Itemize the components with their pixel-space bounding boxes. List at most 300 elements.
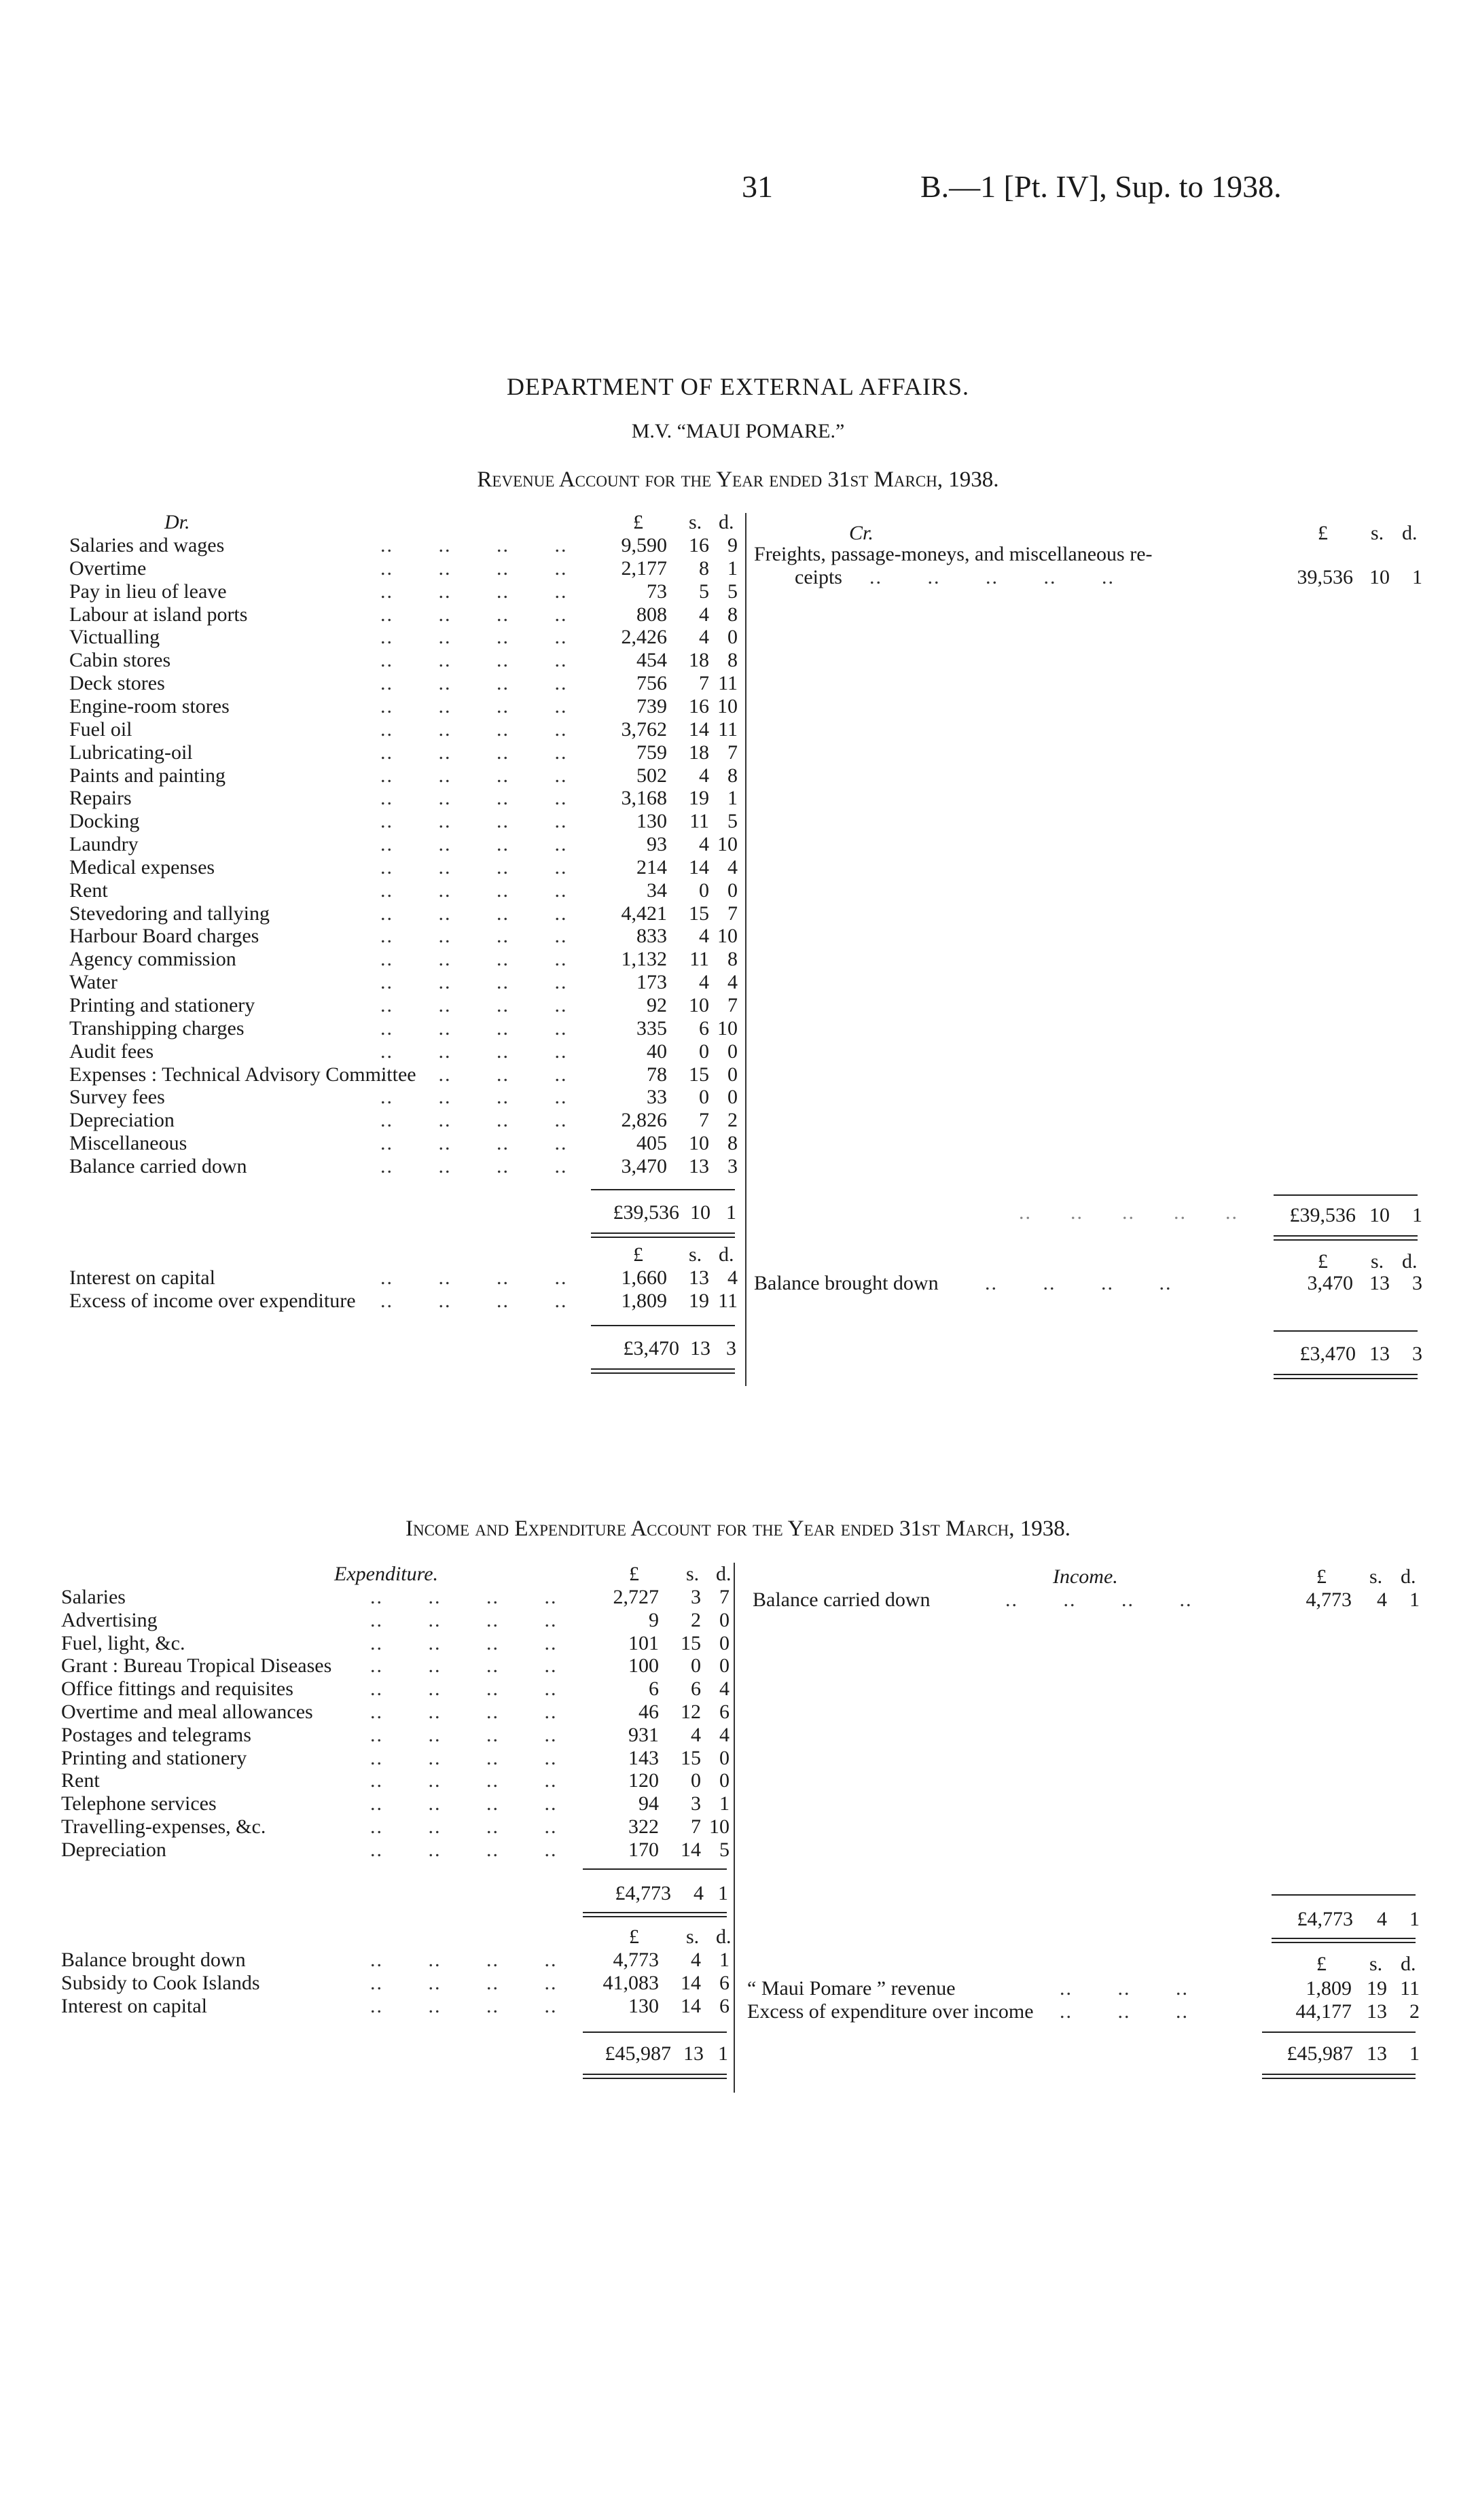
revenue-debit-row-shillings: 14 [689,717,709,741]
expenditure-row-leaders: .. .. .. .. [370,1792,558,1815]
expenditure-row-pounds: 6 [649,1678,659,1701]
inc2-total-cr-rule-bottom2 [1262,2078,1416,2079]
revenue-debit-row-leaders: .. .. .. .. [380,994,568,1016]
revenue-debit-row-shillings: 18 [689,649,709,672]
rev2-credit-pence: 3 [1412,1272,1422,1294]
revenue-debit-row-label: Paints and painting [69,764,226,787]
expenditure-row-shillings: 0 [691,1654,701,1678]
revenue-debit-row-label: Expenses : Technical Advisory Committee [69,1063,416,1086]
revenue-debit-row-leaders: .. .. .. .. [380,902,568,925]
revenue-debit-row-pence: 0 [727,626,738,649]
expenditure-row-pence: 7 [719,1586,730,1608]
revenue-debit-row-leaders: .. .. .. .. [380,1063,568,1086]
inc2-total-rule-bottom2 [583,2078,727,2079]
expenditure2-row-pounds: 130 [628,1995,659,2017]
rev-total-dr-shillings: 10 [690,1201,710,1224]
inc-total-cr-rule-bottom1 [1272,1938,1416,1939]
expenditure-row-shillings: 2 [691,1608,701,1631]
expenditure-row-leaders: .. .. .. .. [370,1631,558,1654]
inc2-total-cr-rule-top [1262,2031,1416,2033]
income2-row-shillings: 19 [1367,1977,1387,2000]
expenditure-row-pence: 0 [719,1654,730,1678]
rev2-credit-shillings: 13 [1369,1272,1390,1294]
expenditure-row-pence: 0 [719,1631,730,1654]
expenditure2-row-shillings: 14 [681,1972,701,1994]
income-account-title: Income and Expenditure Account for the Year ended 31st March, 1938. [405,1516,1071,1541]
revenue-debit-row-shillings: 4 [699,925,709,948]
income-item-pounds: 4,773 [1306,1589,1352,1611]
inc2-cr-pounds-heading: £ [1316,1953,1327,1975]
expenditure-row-leaders: .. .. .. .. [370,1769,558,1792]
rev-cr-pounds-heading: £ [1318,522,1328,544]
revenue-debit-row-pence: 10 [717,833,738,856]
inc2-total-rule-bottom1 [583,2074,727,2075]
revenue-debit-row-label: Rent [69,879,108,902]
rev2-total-cr-rule-bottom1 [1274,1374,1418,1375]
inc-total-inc-pounds: £4,773 [1297,1908,1353,1930]
expenditure2-row-label: Balance brought down [61,1949,246,1971]
revenue-debit-row-pence: 7 [727,902,738,925]
revenue-debit-row-pounds: 756 [636,672,667,695]
inc-total-rule-bottom1 [583,1912,727,1913]
expenditure-row-shillings: 3 [691,1792,701,1815]
revenue-debit-row-shillings: 0 [699,1040,709,1063]
expenditure2-row-pounds: 4,773 [613,1949,659,1971]
income2-row-pence: 2 [1409,2000,1420,2023]
revenue-debit-row-leaders: .. .. .. .. [380,741,568,764]
revenue-debit-row-label: Miscellaneous [69,1132,187,1155]
revenue-debit2-row-pounds: 1,660 [621,1266,667,1289]
expenditure2-row-pence: 1 [719,1949,730,1971]
revenue-debit2-row-label: Excess of income over expenditure [69,1290,356,1312]
revenue-debit-row-leaders: .. .. .. .. [380,1016,568,1040]
inc2-total-inc-shillings: 13 [1367,2042,1387,2065]
expenditure-row-label: Telephone services [61,1792,217,1815]
revenue-debit-row-shillings: 14 [689,855,709,879]
revenue-debit-row-pounds: 833 [636,925,667,948]
expenditure2-row-label: Interest on capital [61,1995,207,2017]
income-item-leaders: .. .. .. .. [1005,1589,1193,1611]
revenue-debit-row-leaders: .. .. .. .. [380,694,568,717]
revenue-debit-row-leaders: .. .. .. .. [380,971,568,994]
revenue-debit-row-pounds: 92 [647,994,667,1016]
revenue-debit-row-pounds: 78 [647,1063,667,1086]
inc2-total-inc-pounds: £45,987 [1286,2042,1353,2065]
income2-row-label: “ Maui Pomare ” revenue [747,1977,956,2000]
rev2-pence-heading: d. [719,1243,734,1266]
expenditure-row-pounds: 170 [628,1838,659,1861]
revenue-debit-row-pounds: 73 [647,580,667,603]
expenditure-heading: Expenditure. [334,1563,439,1585]
revenue-debit2-row-label: Interest on capital [69,1266,215,1289]
expenditure-row-pounds: 120 [628,1769,659,1792]
revenue-debit-row-leaders: .. .. .. .. [380,717,568,741]
rev2-total-dr-pounds: £3,470 [623,1337,679,1360]
income2-row-label: Excess of expenditure over income [747,2000,1034,2023]
expenditure2-row-pence: 6 [719,1995,730,2017]
revenue-debit-row-shillings: 18 [689,741,709,764]
revenue-debit-row-shillings: 4 [699,971,709,994]
revenue-debit-row-pounds: 4,421 [621,902,667,925]
expenditure-row-pence: 5 [719,1838,730,1861]
income-heading: Income. [1053,1565,1118,1588]
expenditure-row-leaders: .. .. .. .. [370,1723,558,1746]
rev-total-rule-bottom2 [591,1237,735,1238]
revenue-debit-row-leaders: .. .. .. .. [380,556,568,580]
expenditure-row-pence: 4 [719,1723,730,1746]
revenue-debit2-row-pounds: 1,809 [621,1290,667,1312]
revenue-debit-row-pounds: 808 [636,603,667,626]
expenditure-row-label: Depreciation [61,1838,166,1861]
revenue-debit-row-leaders: .. .. .. .. [380,855,568,879]
rev-total-rule-top [591,1189,735,1190]
revenue-debit-row-label: Printing and stationery [69,994,255,1016]
expenditure-row-shillings: 6 [691,1678,701,1701]
rev-total-cr-pounds: £39,536 [1289,1204,1356,1226]
revenue-debit-row-shillings: 16 [689,534,709,556]
expenditure-row-shillings: 14 [681,1838,701,1861]
department-title: DEPARTMENT OF EXTERNAL AFFAIRS. [507,373,969,400]
revenue-debit-row-shillings: 16 [689,694,709,717]
expenditure-row-label: Office fittings and requisites [61,1678,293,1701]
rev2-pounds-heading: £ [633,1243,643,1266]
revenue-debit-row-label: Balance carried down [69,1154,247,1177]
revenue-debit-row-pence: 2 [727,1109,738,1132]
rev-pounds-heading: £ [633,511,643,533]
revenue-debit-row-leaders: .. .. .. .. [380,833,568,856]
revenue-debit-row-leaders: .. .. .. .. [380,672,568,695]
revenue-debit-row-label: Docking [69,810,140,833]
expenditure-row-pounds: 2,727 [613,1586,659,1608]
revenue-debit-row-pounds: 1,132 [621,948,667,971]
inc-shillings-heading: s. [686,1563,700,1585]
income-item-pence: 1 [1409,1589,1420,1611]
revenue-debit-row-label: Audit fees [69,1040,154,1063]
revenue-debit-row-shillings: 7 [699,1109,709,1132]
expenditure-row-label: Fuel, light, &c. [61,1631,185,1654]
revenue-debit-row-leaders: .. .. .. .. [380,580,568,603]
expenditure-row-pence: 1 [719,1792,730,1815]
revenue-debit-row-pounds: 93 [647,833,667,856]
rev-total-cr-pence: 1 [1412,1204,1422,1226]
revenue-debit-row-leaders: .. .. .. .. [380,534,568,556]
revenue-debit-row-pounds: 454 [636,649,667,672]
revenue-debit-row-pounds: 173 [636,971,667,994]
income2-row-leaders: .. .. .. [1060,2000,1189,2023]
revenue-debit2-row-shillings: 13 [689,1266,709,1289]
revenue-debit-row-pounds: 502 [636,764,667,787]
revenue-debit2-row-pence: 4 [727,1266,738,1289]
income-item-shillings: 4 [1377,1589,1387,1611]
revenue-debit-row-pounds: 739 [636,694,667,717]
expenditure-row-pence: 4 [719,1678,730,1701]
revenue-debit-row-leaders: .. .. .. .. [380,649,568,672]
income-item-label: Balance carried down [753,1589,931,1611]
revenue-debit2-row-pence: 11 [718,1290,738,1312]
expenditure-row-pounds: 143 [628,1746,659,1769]
inc2-total-inc-pence: 1 [1409,2042,1420,2065]
revenue-debit-row-shillings: 0 [699,1086,709,1109]
revenue-debit-row-pounds: 2,826 [621,1109,667,1132]
inc-total-exp-shillings: 4 [694,1882,704,1904]
revenue-debit-row-leaders: .. .. .. .. [380,1109,568,1132]
expenditure-row-leaders: .. .. .. .. [370,1678,558,1701]
revenue-debit-row-pence: 0 [727,879,738,902]
revenue-debit-row-shillings: 4 [699,764,709,787]
inc-total-inc-shillings: 4 [1377,1908,1387,1930]
income2-row-leaders: .. .. .. [1060,1977,1189,2000]
revenue-debit-row-pence: 11 [718,717,738,741]
revenue-debit-row-shillings: 13 [689,1154,709,1177]
revenue-debit-row-pence: 0 [727,1086,738,1109]
rev2-total-rule-bottom2 [591,1372,735,1374]
inc-cr-pence-heading: d. [1401,1565,1416,1588]
inc-total-cr-rule-top [1272,1894,1416,1896]
revenue-debit-row-label: Engine-room stores [69,694,230,717]
expenditure-row-label: Grant : Bureau Tropical Diseases [61,1654,332,1678]
expenditure-row-pence: 6 [719,1701,730,1723]
rev-cr-pence-heading: d. [1402,522,1418,544]
income-column-divider [734,1563,735,2093]
rev2-credit-leaders: .. .. .. .. [985,1272,1172,1294]
inc2-total-cr-rule-bottom1 [1262,2074,1416,2075]
page-number: 31 [742,169,773,204]
revenue-debit-row-shillings: 0 [699,879,709,902]
revenue-debit-row-pence: 3 [727,1154,738,1177]
document-reference: B.—1 [Pt. IV], Sup. to 1938. [920,169,1282,204]
inc2-total-exp-pence: 1 [718,2042,728,2065]
rev2-shillings-heading: s. [689,1243,702,1266]
revenue-debit-row-pence: 8 [727,764,738,787]
expenditure-row-shillings: 4 [691,1723,701,1746]
inc-total-exp-pence: 1 [718,1882,728,1904]
revenue-debit-row-pounds: 214 [636,855,667,879]
revenue-debit-row-shillings: 10 [689,994,709,1016]
rev-total-cr-rule-bottom1 [1274,1235,1418,1237]
revenue-debit-row-shillings: 11 [689,810,709,833]
expenditure-row-pence: 10 [709,1815,730,1838]
revenue-debit-row-label: Lubricating-oil [69,741,193,764]
expenditure-row-leaders: .. .. .. .. [370,1586,558,1608]
revenue-debit-row-pounds: 759 [636,741,667,764]
expenditure2-row-leaders: .. .. .. .. [370,1972,558,1994]
expenditure2-row-label: Subsidy to Cook Islands [61,1972,260,1994]
rev-total-dr-pence: 1 [726,1201,736,1224]
revenue-debit-row-label: Stevedoring and tallying [69,902,270,925]
expenditure-row-pence: 0 [719,1769,730,1792]
revenue-debit-row-shillings: 6 [699,1016,709,1040]
revenue-debit-row-pence: 7 [727,741,738,764]
revenue-account-title: Revenue Account for the Year ended 31st March, 1938. [477,467,999,492]
revenue-debit-row-pence: 1 [727,556,738,580]
revenue-debit-row-pounds: 2,426 [621,626,667,649]
revenue-debit-row-label: Laundry [69,833,139,856]
revenue-debit-row-leaders: .. .. .. .. [380,603,568,626]
expenditure-row-label: Rent [61,1769,100,1792]
revenue-debit-row-pence: 0 [727,1040,738,1063]
expenditure-row-leaders: .. .. .. .. [370,1608,558,1631]
rev-total-dr-pounds: £39,536 [613,1201,679,1224]
revenue-debit-row-pounds: 2,177 [621,556,667,580]
revenue-debit-row-pence: 10 [717,925,738,948]
revenue-debit-row-pounds: 335 [636,1016,667,1040]
expenditure-row-leaders: .. .. .. .. [370,1746,558,1769]
expenditure-row-shillings: 7 [691,1815,701,1838]
revenue-debit2-row-leaders: .. .. .. .. [380,1290,568,1312]
revenue-credit-line1: Freights, passage-moneys, and miscellaneous re- [754,543,1153,565]
rev2-total-dr-pence: 3 [726,1337,736,1360]
revenue-debit-row-label: Medical expenses [69,855,215,879]
revenue-debit-row-label: Water [69,971,118,994]
revenue-debit-row-shillings: 10 [689,1132,709,1155]
expenditure-row-pounds: 100 [628,1654,659,1678]
revenue-debit-row-shillings: 4 [699,626,709,649]
revenue-debit-row-pence: 8 [727,603,738,626]
expenditure-row-pounds: 101 [628,1631,659,1654]
revenue-debit-row-pence: 8 [727,1132,738,1155]
expenditure-row-label: Travelling-expenses, &c. [61,1815,266,1838]
inc-total-exp-pounds: £4,773 [615,1882,671,1904]
expenditure-row-label: Printing and stationery [61,1746,247,1769]
revenue-debit-row-leaders: .. .. .. .. [380,1154,568,1177]
revenue-debit-row-shillings: 7 [699,672,709,695]
rev-pence-heading: d. [719,511,734,533]
expenditure-row-pounds: 9 [649,1608,659,1631]
revenue-credit-pounds: 39,536 [1297,566,1353,588]
inc2-total-exp-shillings: 13 [683,2042,704,2065]
expenditure2-row-shillings: 4 [691,1949,701,1971]
expenditure2-row-leaders: .. .. .. .. [370,1995,558,2017]
revenue-debit-row-label: Deck stores [69,672,165,695]
rev-total-cr-shillings: 10 [1369,1204,1390,1226]
inc-cr-pounds-heading: £ [1316,1565,1327,1588]
revenue-debit-row-pence: 11 [718,672,738,695]
expenditure2-row-leaders: .. .. .. .. [370,1949,558,1971]
revenue-debit-row-leaders: .. .. .. .. [380,764,568,787]
revenue-debit-row-label: Pay in lieu of leave [69,580,227,603]
revenue-debit-row-pounds: 3,168 [621,787,667,810]
revenue-debit-row-pence: 10 [717,694,738,717]
expenditure-row-pence: 0 [719,1608,730,1631]
revenue-debit-row-pence: 1 [727,787,738,810]
revenue-debit-row-pence: 4 [727,855,738,879]
revenue-debit-row-pence: 10 [717,1016,738,1040]
rev-total-rule-bottom1 [591,1232,735,1234]
inc2-total-exp-pounds: £45,987 [605,2042,671,2065]
revenue-debit-row-pence: 7 [727,994,738,1016]
revenue-debit-row-label: Victualling [69,626,160,649]
rev2-cr-shillings-heading: s. [1371,1250,1384,1273]
rev2-total-cr-shillings: 13 [1369,1343,1390,1365]
revenue-debit-row-leaders: .. .. .. .. [380,948,568,971]
rev2-total-cr-pounds: £3,470 [1299,1343,1356,1365]
revenue-debit-row-label: Salaries and wages [69,534,225,556]
rev-cr-shillings-heading: s. [1371,522,1384,544]
rev2-credit-label: Balance brought down [754,1272,939,1294]
revenue-debit-row-pounds: 3,470 [621,1154,667,1177]
expenditure-row-shillings: 0 [691,1769,701,1792]
rev2-credit-pounds: 3,470 [1307,1272,1353,1294]
revenue-debit-row-label: Overtime [69,556,147,580]
expenditure-row-leaders: .. .. .. .. [370,1654,558,1678]
revenue-debit-row-shillings: 8 [699,556,709,580]
inc-total-cr-rule-bottom2 [1272,1942,1416,1943]
rev-total-cr-rule-bottom2 [1274,1239,1418,1241]
inc-pence-heading: d. [716,1563,732,1585]
revenue-debit-row-pounds: 33 [647,1086,667,1109]
revenue-debit-row-shillings: 4 [699,833,709,856]
expenditure-row-label: Overtime and meal allowances [61,1701,313,1723]
revenue-debit-row-label: Labour at island ports [69,603,248,626]
rev-shillings-heading: s. [689,511,702,533]
revenue-debit-row-pence: 4 [727,971,738,994]
inc-pounds-heading: £ [629,1563,639,1585]
revenue-credit-shillings: 10 [1369,566,1390,588]
expenditure-row-pounds: 46 [638,1701,659,1723]
vessel-subtitle: M.V. “MAUI POMARE.” [631,420,845,442]
rev-total-cr-rule-top [1274,1194,1418,1196]
inc-total-inc-pence: 1 [1409,1908,1420,1930]
revenue-debit-row-shillings: 11 [689,948,709,971]
rev2-total-dr-shillings: 13 [690,1337,710,1360]
rev-total-cr-leaders: .. .. .. .. .. [1019,1201,1238,1224]
revenue-debit-row-pence: 9 [727,534,738,556]
revenue-debit-row-label: Transhipping charges [69,1016,245,1040]
revenue-debit-row-pounds: 9,590 [621,534,667,556]
expenditure-row-label: Advertising [61,1608,158,1631]
revenue-debit-row-leaders: .. .. .. .. [380,787,568,810]
inc-total-rule-top [583,1868,727,1870]
revenue-debit-row-label: Survey fees [69,1086,165,1109]
revenue-debit-row-leaders: .. .. .. .. [380,1040,568,1063]
revenue-column-divider [745,513,746,1386]
revenue-debit-row-leaders: .. .. .. .. [380,925,568,948]
revenue-debit-row-pence: 5 [727,810,738,833]
revenue-debit-row-pounds: 130 [636,810,667,833]
expenditure2-row-shillings: 14 [681,1995,701,2017]
revenue-debit-row-pounds: 3,762 [621,717,667,741]
rev2-total-cr-rule-bottom2 [1274,1378,1418,1379]
revenue-debit-row-label: Fuel oil [69,717,132,741]
revenue-credit-line2: ceipts [795,566,842,588]
expenditure2-row-pence: 6 [719,1972,730,1994]
revenue-debit-row-pounds: 34 [647,879,667,902]
inc2-pounds-heading: £ [629,1926,639,1948]
revenue-debit-row-label: Harbour Board charges [69,925,259,948]
rev2-total-cr-rule-top [1274,1330,1418,1332]
expenditure-row-pounds: 94 [638,1792,659,1815]
expenditure-row-pence: 0 [719,1746,730,1769]
expenditure-row-pounds: 931 [628,1723,659,1746]
expenditure-row-leaders: .. .. .. .. [370,1701,558,1723]
expenditure-row-pounds: 322 [628,1815,659,1838]
inc2-cr-pence-heading: d. [1401,1953,1416,1975]
revenue-debit-row-pence: 5 [727,580,738,603]
income2-row-pounds: 44,177 [1295,2000,1352,2023]
inc-cr-shillings-heading: s. [1369,1565,1383,1588]
revenue-debit2-row-leaders: .. .. .. .. [380,1266,568,1289]
expenditure-row-leaders: .. .. .. .. [370,1838,558,1861]
revenue-debit-row-shillings: 19 [689,787,709,810]
inc2-shillings-heading: s. [686,1926,700,1948]
revenue-debit-row-leaders: .. .. .. .. [380,1132,568,1155]
revenue-debit2-row-shillings: 19 [689,1290,709,1312]
income2-row-shillings: 13 [1367,2000,1387,2023]
expenditure-row-shillings: 12 [681,1701,701,1723]
revenue-debit-row-pounds: 40 [647,1040,667,1063]
expenditure-row-shillings: 15 [681,1631,701,1654]
income2-row-pounds: 1,809 [1306,1977,1352,2000]
